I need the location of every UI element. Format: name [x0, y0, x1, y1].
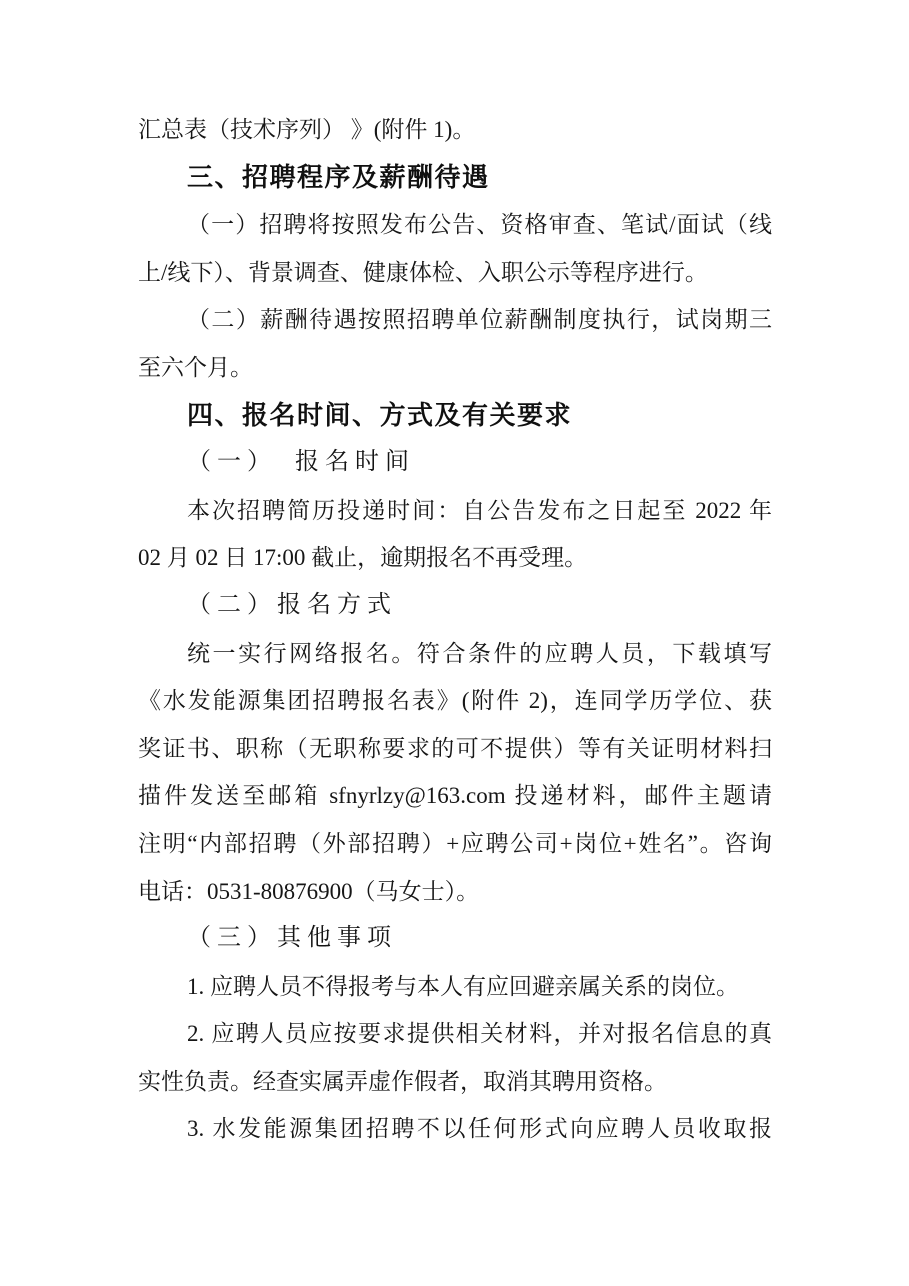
body-text-line: （二）薪酬待遇按照招聘单位薪酬制度执行，试岗期三	[187, 307, 772, 333]
body-text-line: 《水发能源集团招聘报名表》(附件 2)，连同学历学位、获	[138, 688, 772, 714]
document-content	[138, 106, 772, 1153]
body-text-line: 描件发送至邮箱 sfnyrlzy@163.com 投递材料，邮件主题请	[138, 783, 772, 809]
body-text-line: 汇总表（技术序列） 》(附件 1)。	[138, 117, 476, 142]
body-text-line: 本次招聘简历投递时间：自公告发布之日起至 2022 年	[187, 497, 772, 523]
body-text-line: 3. 水发能源集团招聘不以任何形式向应聘人员收取报	[187, 1116, 772, 1142]
section-heading: 四、报名时间、方式及有关要求	[187, 399, 573, 430]
subsection-heading: （二）报名方式	[187, 591, 397, 618]
body-text-line: 2. 应聘人员应按要求提供相关材料，并对报名信息的真	[187, 1021, 772, 1047]
body-text-line: 02 月 02 日 17:00 截止，逾期报名不再受理。	[138, 545, 588, 571]
section-heading: 三、招聘程序及薪酬待遇	[187, 161, 490, 192]
body-text-line: 电话：0531-80876900（马女士）。	[138, 878, 480, 904]
body-text-line: 实性负责。经查实属弄虚作假者，取消其聘用资格。	[138, 1068, 667, 1094]
body-text-line: 上/线下）、背景调查、健康体检、入职公示等程序进行。	[138, 259, 708, 285]
subsection-heading: （三）其他事项	[187, 925, 397, 952]
body-text-line: （一）招聘将按照发布公告、资格审查、笔试/面试（线	[187, 212, 772, 238]
body-text-line: 统一实行网络报名。符合条件的应聘人员，下载填写	[187, 640, 772, 666]
body-text-line: 注明“内部招聘（外部招聘）+应聘公司+岗位+姓名”。咨询	[138, 830, 772, 856]
body-text-line: 至六个月。	[138, 354, 253, 380]
body-text-line: 奖证书、职称（无职称要求的可不提供）等有关证明材料扫	[138, 735, 772, 761]
subsection-heading: （一） 报名时间	[187, 449, 415, 476]
body-text-line: 1. 应聘人员不得报考与本人有应回避亲属关系的岗位。	[187, 973, 739, 999]
